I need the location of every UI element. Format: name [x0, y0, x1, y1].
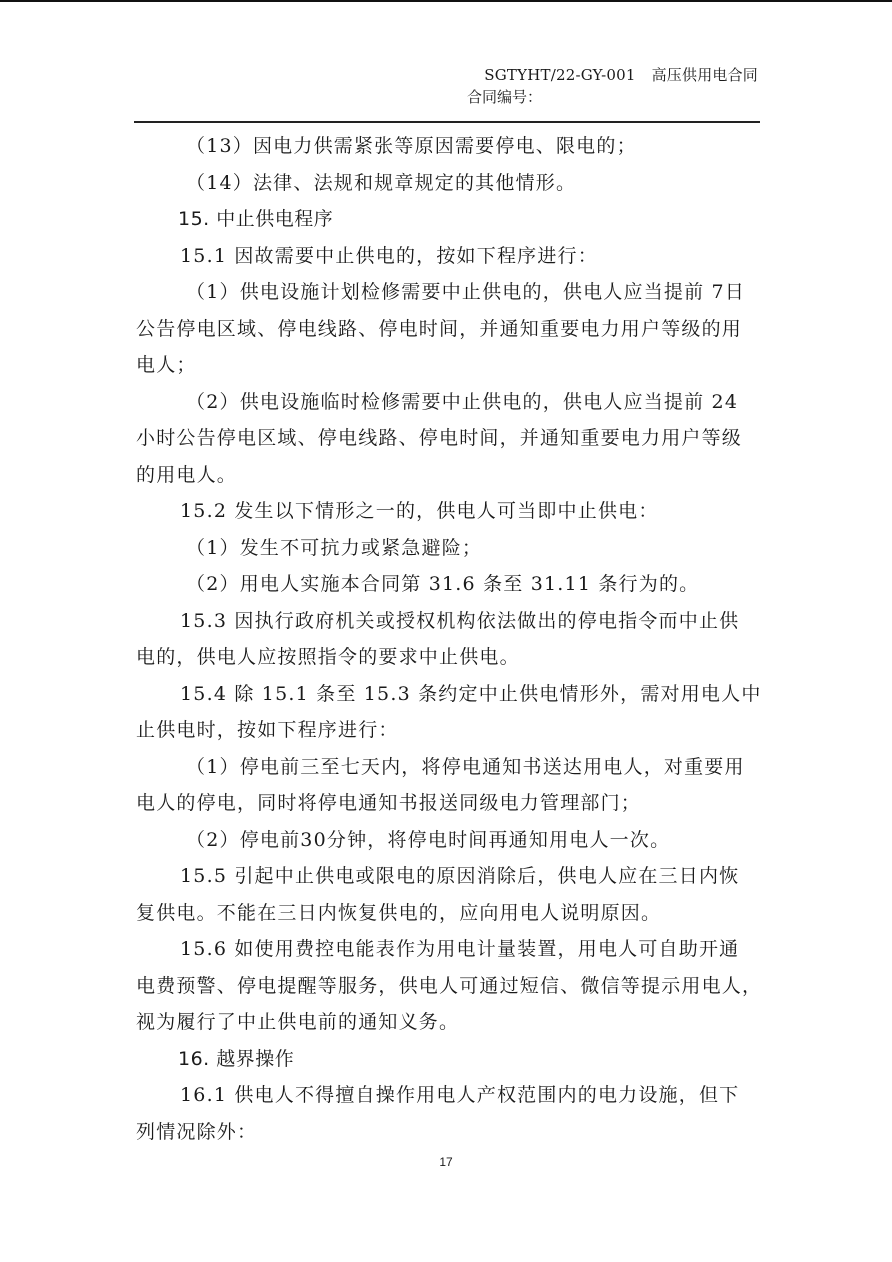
header-divider [134, 121, 760, 123]
body-line: 16.1 供电人不得擅自操作用电人产权范围内的电力设施，但下 [180, 1084, 740, 1106]
body-line: （14）法律、法规和规章规定的其他情形。 [186, 171, 577, 194]
body-line: （2）供电设施临时检修需要中止供电的，供电人应当提前 24 [186, 390, 739, 413]
body-line: 15.1 因故需要中止供电的，按如下程序进行： [180, 244, 598, 267]
document-title: 高压供用电合同 [651, 66, 758, 84]
body-line: 视为履行了中止供电前的通知义务。 [136, 1011, 460, 1033]
body-line: 电人的停电，同时将停电通知书报送同级电力管理部门； [136, 792, 642, 814]
body-line: 列情况除外： [136, 1120, 258, 1143]
body-line: 15.3 因执行政府机关或授权机构依法做出的停电指令而中止供 [180, 609, 740, 632]
section-heading: 16. 越界操作 [178, 1047, 295, 1070]
contract-number-label: 合同编号： [467, 88, 543, 106]
body-line: 电人； [136, 354, 197, 376]
body-line: 电费预警、停电提醒等服务，供电人可通过短信、微信等提示用电人， [136, 974, 763, 997]
body-line: （1）供电设施计划检修需要中止供电的，供电人应当提前 7日 [186, 281, 746, 303]
body-line: 止供电时，按如下程序进行： [136, 719, 399, 741]
body-line: （1）发生不可抗力或紧急避险； [186, 536, 483, 559]
body-line: （1）停电前三至七天内，将停电通知书送达用电人，对重要用 [186, 755, 745, 778]
body-line: 15.4 除 15.1 条至 15.3 条约定中止供电情形外，需对用电人中 [180, 682, 762, 705]
body-line: （2）停电前30分钟，将停电时间再通知用电人一次。 [186, 828, 671, 851]
document-body [136, 128, 763, 1150]
page-number: 17 [439, 1155, 453, 1169]
page-top-border [0, 0, 892, 2]
body-line: 15.6 如使用费控电能表作为用电计量装置，用电人可自助开通 [180, 938, 740, 960]
body-line: 公告停电区域、停电线路、停电时间，并通知重要电力用户等级的用 [136, 317, 743, 340]
body-line: 电的，供电人应按照指令的要求中止供电。 [136, 646, 520, 668]
document-code: SGTYHT/22-GY-001 [484, 66, 636, 84]
body-line: 15.5 引起中止供电或限电的原因消除后，供电人应在三日内恢 [180, 865, 740, 887]
body-line: 15.2 发生以下情形之一的，供电人可当即中止供电： [180, 500, 659, 522]
section-heading: 15. 中止供电程序 [178, 208, 334, 230]
body-line: （2）用电人实施本合同第 31.6 条至 31.11 条行为的。 [186, 573, 700, 595]
body-line: （13）因电力供需紧张等原因需要停电、限电的； [186, 135, 637, 157]
body-line: 的用电人。 [136, 463, 238, 486]
document-header [484, 64, 758, 85]
body-line: 复供电。不能在三日内恢复供电的，应向用电人说明原因。 [136, 901, 662, 924]
body-line: 小时公告停电区域、停电线路、停电时间，并通知重要电力用户等级 [136, 427, 743, 449]
